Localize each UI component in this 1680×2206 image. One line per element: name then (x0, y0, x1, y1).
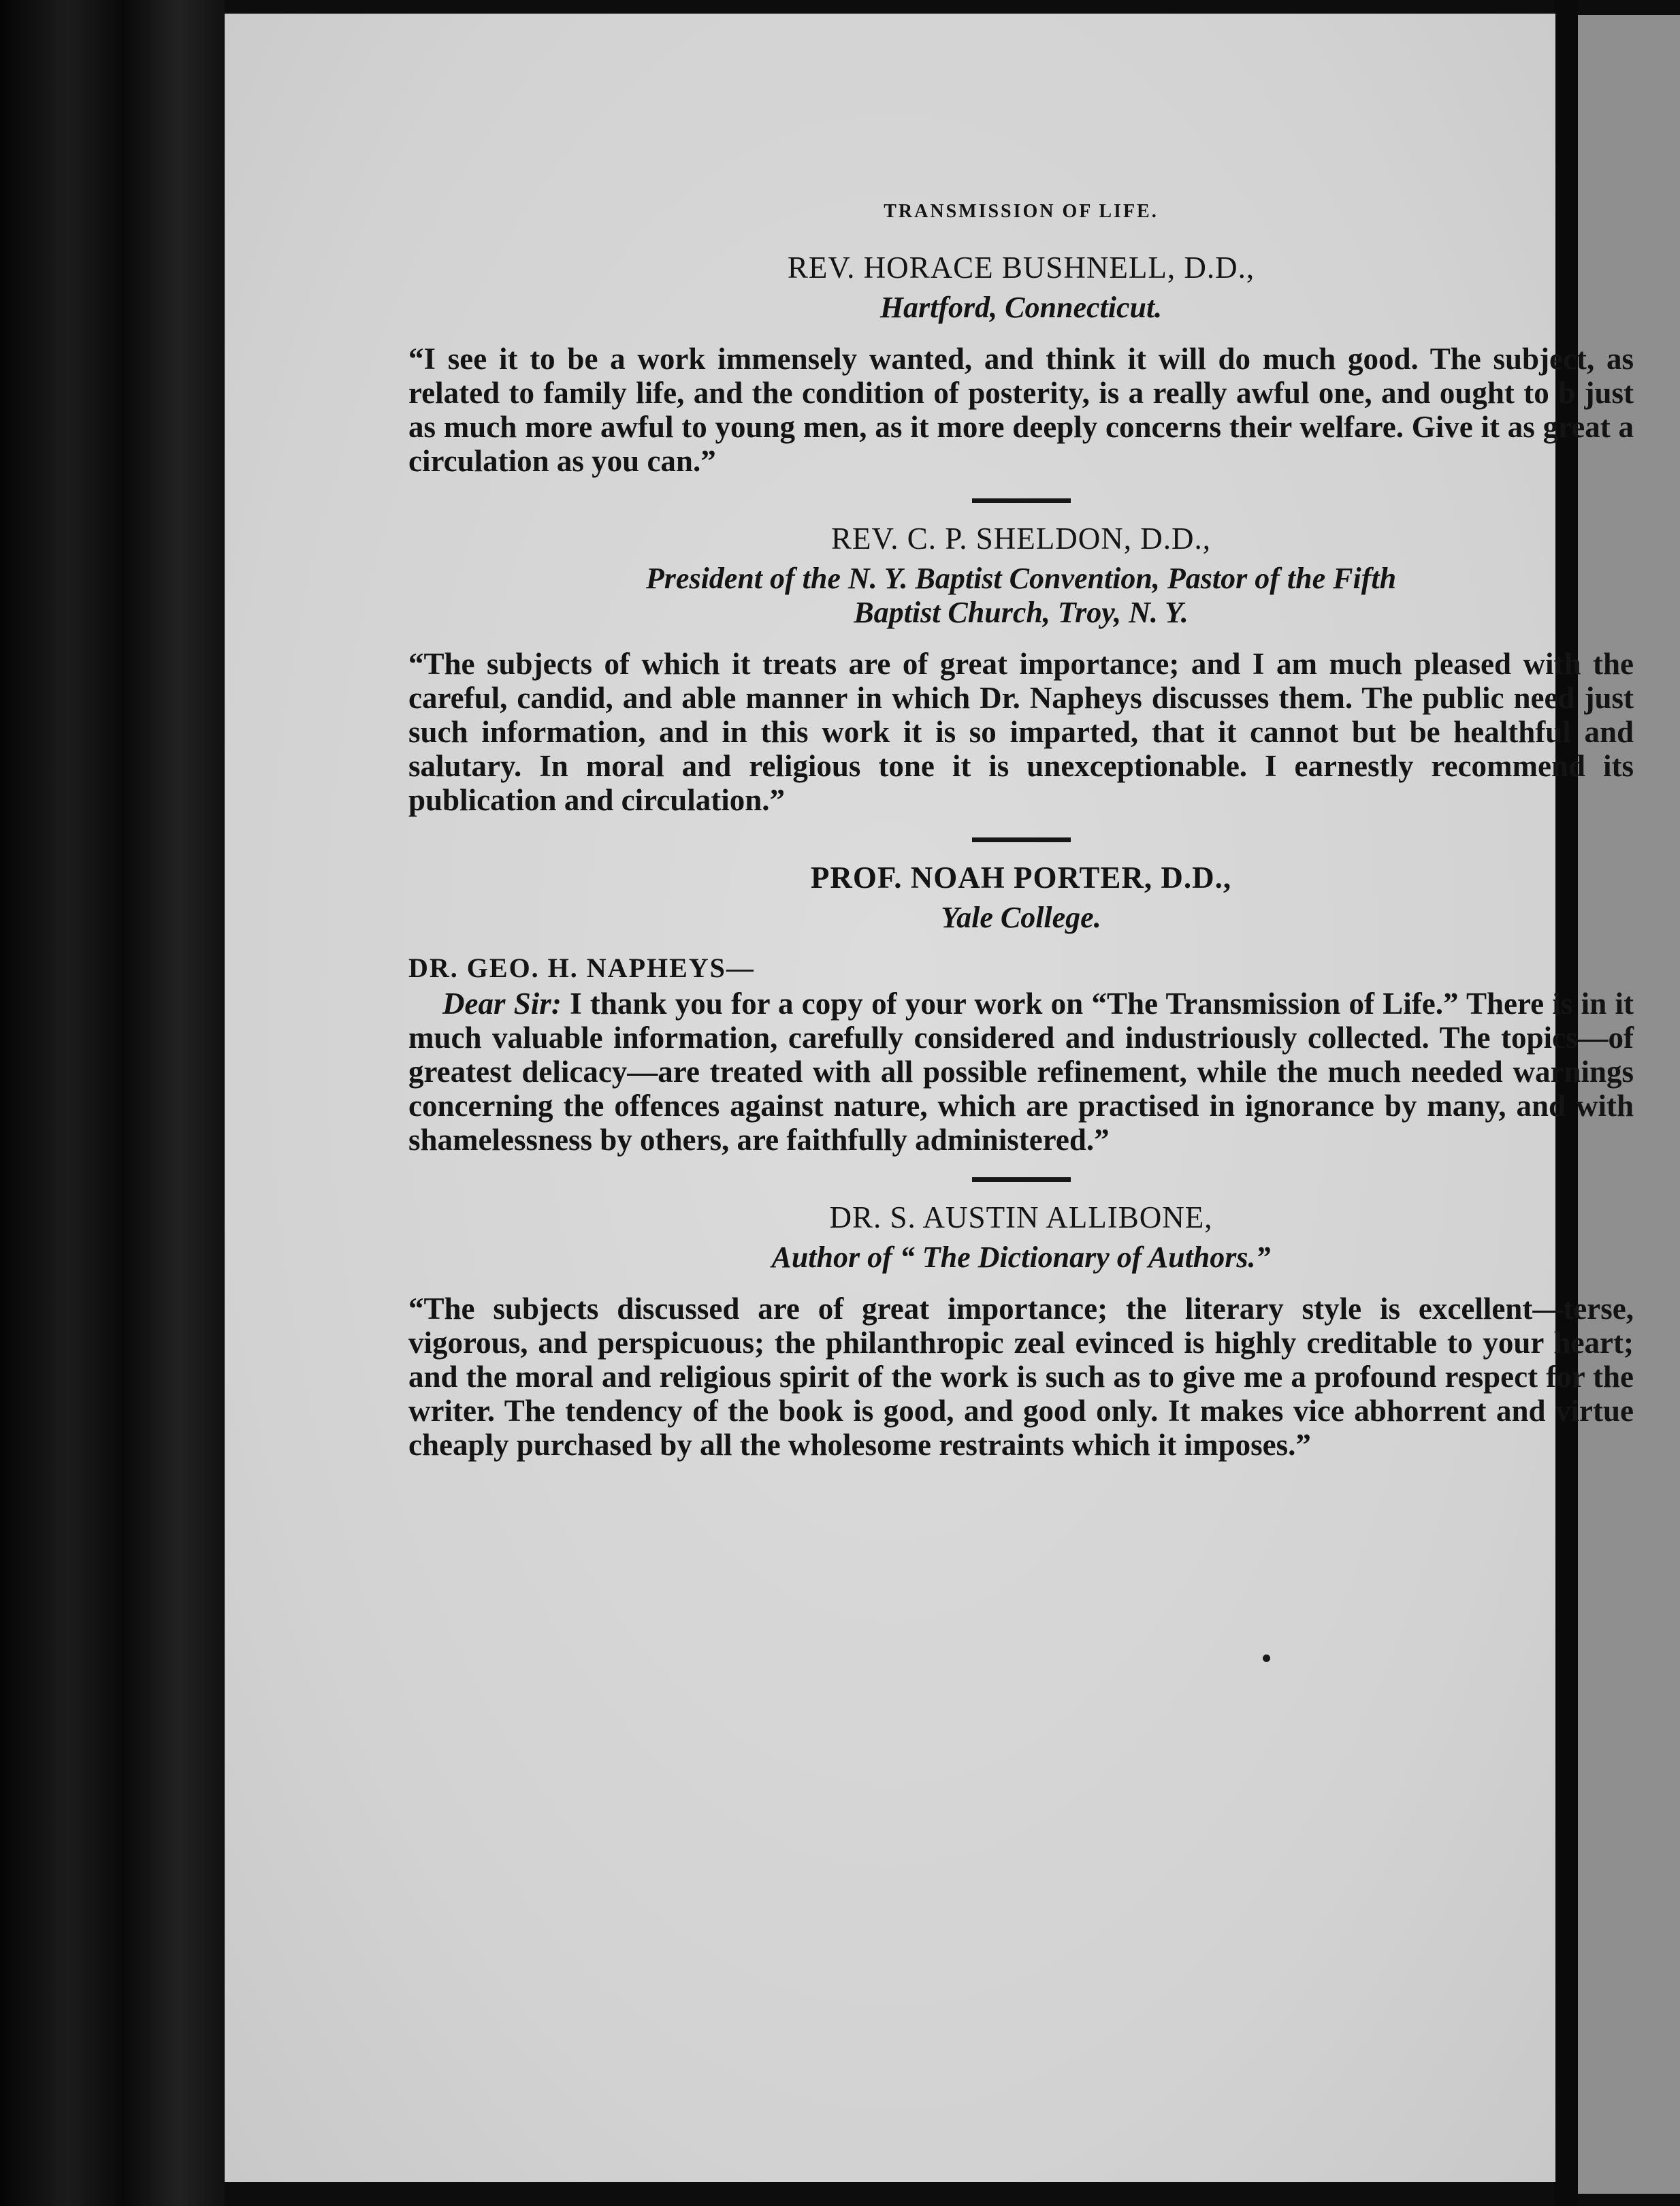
affiliation-line-1: President of the N. Y. Baptist Convention, Pastor of the Fifth (645, 562, 1397, 596)
testimonial-text: “The subjects of which it treats are of great importance; and I am much pleased with the careful, candid, and able manner in which Dr. Napheys discusses them. The public need just such information, and in this work it is so imparted, that it cannot but be healthful and salutary. In moral and religious tone it is unexceptionable. I earnestly recommend its publication and circulation.” (408, 646, 1634, 817)
testimonial-affiliation: Yale College. (941, 900, 1101, 934)
testimonial-author: REV. C. P. SHELDON, D.D., (831, 522, 1211, 556)
testimonial-bushnell (408, 250, 1634, 478)
testimonial-text (408, 987, 1634, 1157)
testimonial-affiliation (408, 562, 1634, 629)
testimonial-author: PROF. NOAH PORTER, D.D., (810, 860, 1232, 895)
book-page (225, 14, 1634, 2182)
testimonial-sheldon (408, 521, 1634, 817)
testimonial-allibone (408, 1200, 1634, 1462)
section-divider (972, 498, 1071, 503)
book-binding-edge (0, 0, 225, 2206)
testimonial-text: “I see it to be a work immensely wanted, and think it will do much good. The subject, as related to family life, and the condition of posterity, is a really awful one, and ought to b just as much more awful to young men, as it more deeply concerns their welfare. Give it as great a circulation as you can.” (408, 342, 1634, 479)
affiliation-line-2: Baptist Church, Troy, N. Y. (854, 595, 1189, 629)
letter-body: I thank you for a copy of your work on “The Transmission of Life.” There is in it much valuable information, carefully considered and industriously collected. The topics—of greatest delicacy—are treated with all possible refinement, while the much needed warnings concerning the offences against nature, which are practised in ignorance by many, and with shamelessness by others, are faithfully administered.” (408, 987, 1634, 1157)
testimonial-text: “The subjects discussed are of great importance; the literary style is excellent—terse, vigorous, and perspicuous; the philanthropic zeal evinced is highly creditable to your heart; and the moral and religious spirit of the work is such as to give me a profound respect for the writer. The tendency of the book is good, and good only. It makes vice abhorrent and virtue cheaply purchased by all the wholesome restraints which it imposes.” (408, 1292, 1634, 1462)
section-divider (972, 1177, 1071, 1182)
section-divider (972, 837, 1071, 842)
testimonial-affiliation: Author of “ The Dictionary of Authors.” (771, 1241, 1271, 1275)
testimonial-affiliation: Hartford, Connecticut. (879, 291, 1163, 324)
ink-speck (1263, 1655, 1270, 1662)
testimonial-author: DR. S. AUSTIN ALLIBONE, (829, 1200, 1213, 1235)
letter-greeting: Dear Sir: (442, 987, 562, 1021)
running-head: TRANSMISSION OF LIFE. (884, 201, 1159, 222)
page-content (408, 201, 1634, 1462)
testimonial-porter (408, 860, 1634, 1157)
testimonial-author: REV. HORACE BUSHNELL, D.D., (787, 251, 1255, 285)
letter-salutation: DR. GEO. H. NAPHEYS— (408, 953, 755, 984)
